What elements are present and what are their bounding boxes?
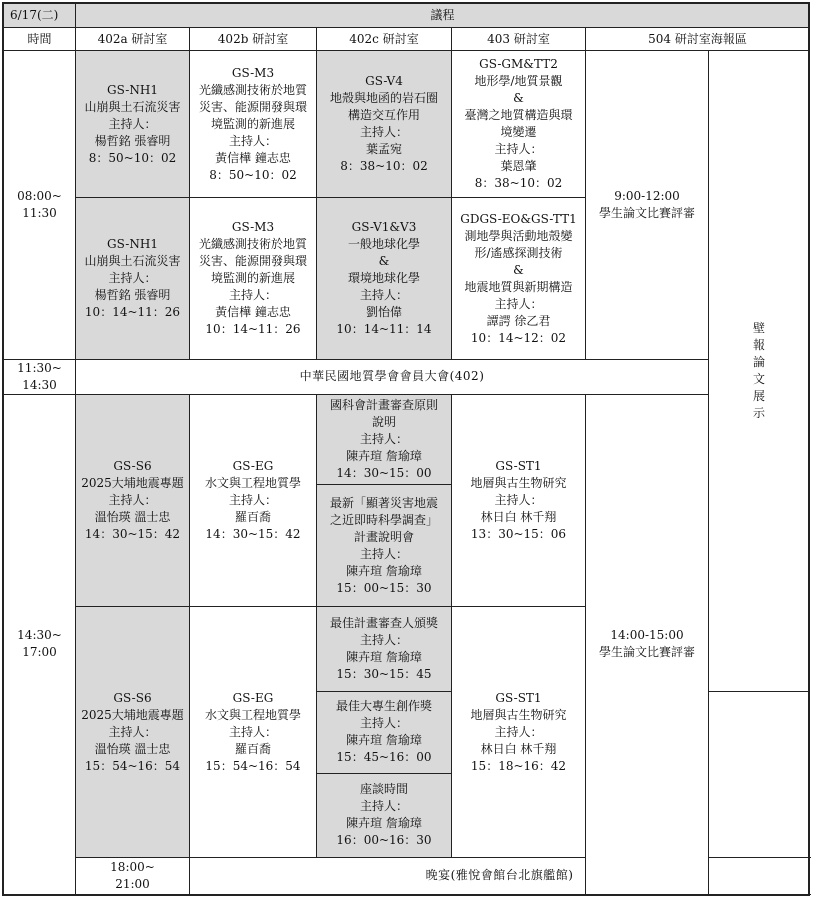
header-row-date — [4, 4, 810, 28]
session-line: 黃信樺 鐘志忠 — [215, 305, 291, 320]
session-cell — [76, 607, 190, 858]
session-line: 境監測的新進展 — [210, 271, 295, 286]
session-line: 最佳計畫審查人頒獎 — [329, 615, 438, 630]
time-cell-afternoon: 14:30~ 17:00 — [4, 394, 76, 894]
session-line: 陳卉瑄 詹瑜璋 — [346, 448, 422, 463]
session-line: 8：50~10：02 — [209, 167, 297, 182]
session-line: 10：14~11：26 — [205, 322, 301, 337]
poster-area — [709, 51, 810, 691]
session-line: 15：30~15：45 — [336, 666, 432, 681]
session-line: 主持人： — [359, 431, 408, 446]
session-line: 葉孟宛 — [365, 142, 402, 157]
session-line: GS-EG — [232, 690, 274, 705]
session-line: 主持人： — [359, 632, 408, 647]
session-line: 災害、能源開發與環 — [198, 254, 307, 269]
session-line: 林日白 林千翔 — [480, 510, 557, 525]
session-cell — [190, 51, 317, 198]
session-line: 羅百喬 — [234, 510, 271, 525]
session-line: 座談時間 — [359, 782, 408, 797]
session-line: GS-M3 — [231, 220, 275, 235]
session-line: 學生論文比賽評審 — [598, 205, 695, 220]
session-line: GS-NH1 — [107, 82, 158, 97]
session-line: 主持人： — [494, 493, 543, 508]
session-line: 文 — [753, 371, 766, 386]
session-cell — [190, 394, 317, 606]
session-line: 主持人： — [228, 133, 277, 148]
session-cell — [452, 607, 586, 858]
session-line: 形/遙感探測技術 — [474, 245, 563, 260]
session-line: 主持人： — [359, 716, 408, 731]
session-cell — [317, 773, 452, 857]
session-line: 15：45~16：00 — [336, 750, 432, 765]
session-line: 10：14~11：26 — [84, 305, 181, 320]
session-line: 溫怡瑛 溫士忠 — [94, 510, 171, 525]
room-header-403: 403 研討室 — [452, 28, 586, 51]
session-line: 境變遷 — [500, 125, 537, 140]
session-line: GS-EG — [232, 459, 274, 474]
session-line: 主持人： — [228, 288, 277, 303]
session-line: 臺灣之地質構造與環 — [464, 108, 573, 123]
dinner-event: 晚宴(雅悅會館台北旗艦館) — [190, 857, 810, 894]
session-line: GS-ST1 — [495, 690, 542, 705]
session-line: 羅百喬 — [234, 741, 271, 756]
row-morning-1 — [4, 51, 810, 198]
session-line: 一般地球化學 — [347, 237, 420, 252]
session-line: 14：30~15：42 — [84, 527, 181, 542]
session-line: 陳卉瑄 詹瑜璋 — [346, 563, 422, 578]
session-cell — [452, 198, 586, 359]
session-cell — [317, 691, 452, 773]
session-line: 8：38~10：02 — [340, 159, 428, 174]
session-line: 主持人： — [108, 724, 157, 739]
session-line: 地形學/地質景觀 — [474, 74, 563, 89]
session-line: 境監測的新進展 — [210, 116, 295, 131]
general-assembly: 中華民國地質學會會員大會(402) — [76, 359, 709, 394]
session-cell — [76, 198, 190, 359]
session-line: 譚諤 徐乙君 — [486, 313, 551, 328]
session-line: 14:00-15:00 — [610, 628, 684, 643]
session-line: & — [513, 91, 524, 106]
session-line: 光纖感測技術於地質 — [198, 237, 307, 252]
session-line: 16：00~16：30 — [336, 833, 432, 848]
session-line: 山崩與土石流災害 — [84, 254, 181, 269]
time-cell-lunch: 11:30~ 14:30 — [4, 359, 76, 394]
session-line: 山崩與土石流災害 — [84, 99, 181, 114]
session-line: 報 — [753, 337, 766, 352]
session-line: 災害、能源開發與環 — [198, 99, 307, 114]
session-line: & — [378, 254, 390, 269]
session-cell — [452, 51, 586, 198]
session-line: GS-ST1 — [495, 459, 542, 474]
session-line: 構造交互作用 — [347, 108, 420, 123]
session-line: 主持人： — [228, 724, 277, 739]
session-line: 地震地質與新期構造 — [464, 279, 573, 294]
session-line: 光纖感測技術於地質 — [198, 82, 307, 97]
session-cell — [317, 51, 452, 198]
session-line: 15：54~16：54 — [205, 758, 301, 773]
session-line: 8：50~10：02 — [88, 150, 177, 165]
session-line: 楊哲銘 張睿明 — [94, 133, 171, 148]
time-header: 時間 — [4, 28, 76, 51]
session-cell — [452, 394, 586, 606]
session-cell — [317, 607, 452, 691]
session-line: 主持人： — [359, 288, 408, 303]
session-line: 主持人： — [494, 724, 543, 739]
session-line: 15：00~15：30 — [336, 580, 432, 595]
room-header-402a: 402a 研討室 — [76, 28, 190, 51]
session-line: 10：14~12：02 — [470, 330, 567, 345]
session-cell — [317, 485, 452, 607]
session-cell — [76, 51, 190, 198]
session-line: GS-S6 — [113, 459, 152, 474]
session-line: 主持人： — [359, 125, 408, 140]
session-line: 水文與工程地質學 — [204, 707, 301, 722]
session-line: 之近即時科學調查」 — [329, 512, 438, 527]
session-line: GS-GM&TT2 — [479, 57, 558, 72]
session-line: 15：18~16：42 — [470, 758, 567, 773]
session-line: 環境地球化學 — [347, 271, 420, 286]
session-line: 陳卉瑄 詹瑜璋 — [346, 733, 422, 748]
session-line: 主持人： — [494, 142, 543, 157]
session-line: GDGS-EO&GS-TT1 — [460, 211, 577, 226]
session-line: 10：14~11：14 — [336, 322, 432, 337]
session-line: 楊哲銘 張睿明 — [94, 288, 171, 303]
session-line: GS-S6 — [113, 690, 152, 705]
session-cell-504-afternoon — [586, 394, 709, 894]
row-evening — [4, 857, 810, 894]
session-line: 主持人： — [359, 546, 408, 561]
session-line: 2025大埔地震專題 — [81, 476, 184, 491]
row-afternoon-1a — [4, 394, 810, 484]
session-line: 主持人： — [228, 493, 277, 508]
schedule-page — [3, 3, 809, 895]
time-cell-evening: 18:00~ 21:00 — [76, 857, 190, 894]
session-line: 9:00-12:00 — [614, 188, 680, 203]
date-cell: 6/17(二) — [4, 4, 76, 28]
session-line: 主持人： — [108, 116, 157, 131]
agenda-title: 議程 — [76, 4, 810, 28]
session-line: 14：30~15：00 — [336, 465, 432, 480]
session-line: GS-V1&V3 — [351, 220, 417, 235]
session-line: GS-NH1 — [107, 237, 158, 252]
row-lunch — [4, 359, 810, 394]
session-line: 陳卉瑄 詹瑜璋 — [346, 816, 422, 831]
header-row-rooms — [4, 28, 810, 51]
session-cell — [190, 198, 317, 359]
session-line: 展 — [753, 388, 766, 403]
session-line: 論 — [753, 354, 766, 369]
session-line: 示 — [753, 405, 766, 420]
session-cell — [317, 198, 452, 359]
session-line: 地殼與地函的岩石圈 — [329, 91, 438, 106]
session-line: 國科會計畫審查原則 — [329, 397, 438, 412]
session-cell — [190, 607, 317, 858]
session-line: 葉恩肇 — [500, 159, 537, 174]
session-line: 黃信樺 鐘志忠 — [215, 150, 291, 165]
session-line: 2025大埔地震專題 — [81, 707, 184, 722]
session-line: 計畫說明會 — [353, 529, 414, 544]
session-line: 主持人： — [108, 271, 157, 286]
room-header-402c: 402c 研討室 — [317, 28, 452, 51]
session-line: 壁 — [753, 320, 766, 335]
session-line: 13：30~15：06 — [470, 527, 567, 542]
session-line: 15：54~16：54 — [84, 758, 181, 773]
session-cell-504-morning — [586, 51, 709, 360]
session-cell — [317, 394, 452, 484]
session-line: 主持人： — [359, 799, 408, 814]
session-line: 主持人： — [108, 493, 157, 508]
session-line: 林日白 林千翔 — [480, 741, 557, 756]
session-line: 劉怡偉 — [365, 305, 402, 320]
session-line: GS-V4 — [365, 74, 403, 89]
session-line: 測地學與活動地殼變 — [464, 228, 573, 243]
session-line: 最佳大專生創作獎 — [335, 699, 432, 714]
session-line: 8：38~10：02 — [474, 176, 563, 191]
session-line: 最新「顯著災害地震 — [329, 495, 438, 510]
session-line: 學生論文比賽評審 — [598, 645, 695, 660]
session-line: GS-M3 — [231, 65, 275, 80]
room-header-402b: 402b 研討室 — [190, 28, 317, 51]
schedule-table — [3, 3, 810, 895]
session-line: 地層與古生物研究 — [470, 707, 567, 722]
session-line: 說明 — [371, 414, 396, 429]
session-line: 主持人： — [494, 296, 543, 311]
session-line: 陳卉瑄 詹瑜璋 — [346, 649, 422, 664]
time-cell-morning: 08:00~ 11:30 — [4, 51, 76, 360]
room-header-504: 504 研討室海報區 — [586, 28, 810, 51]
session-line: 溫怡瑛 溫士忠 — [94, 741, 171, 756]
session-line: 14：30~15：42 — [205, 527, 301, 542]
session-line: 地層與古生物研究 — [470, 476, 567, 491]
session-cell — [76, 394, 190, 606]
session-line: 水文與工程地質學 — [204, 476, 301, 491]
session-line: & — [513, 262, 524, 277]
